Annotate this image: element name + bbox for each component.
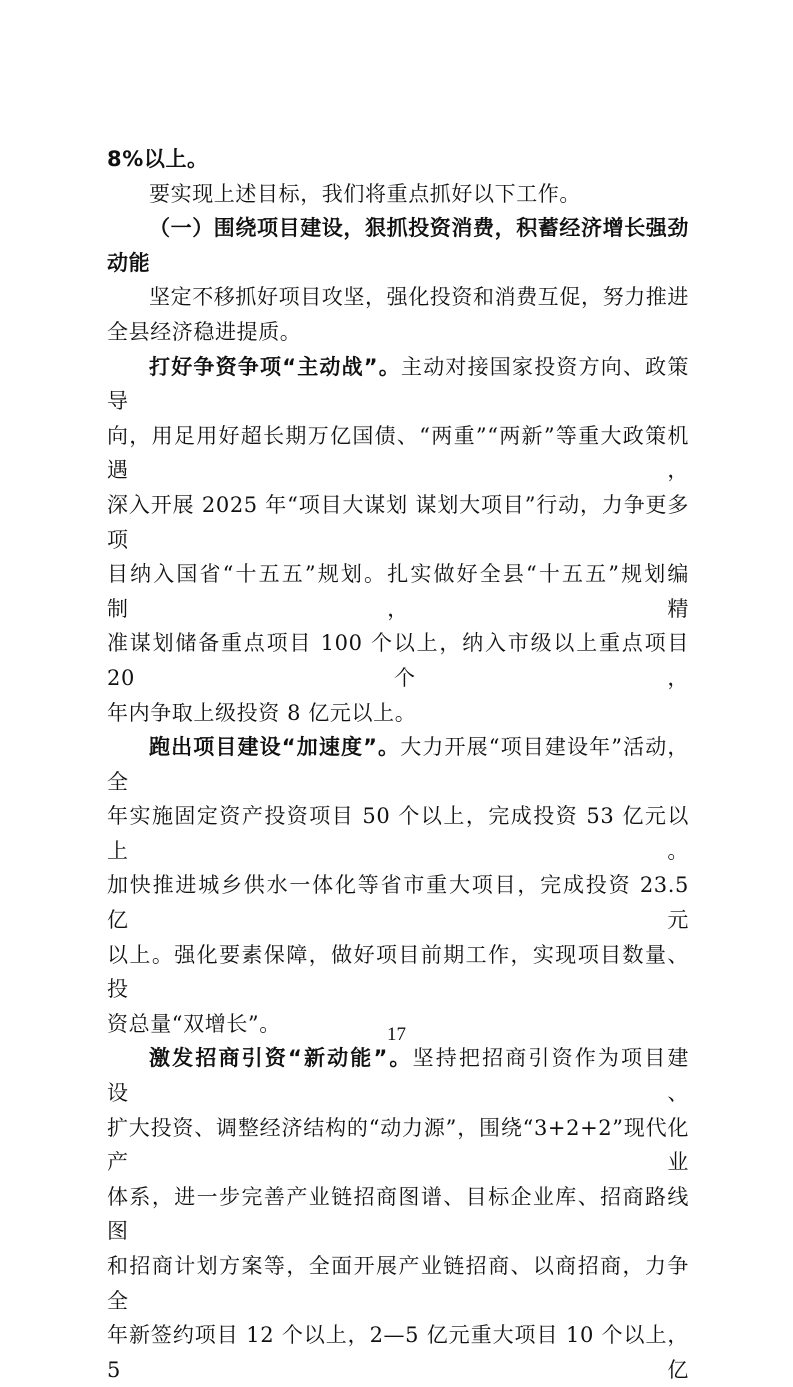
text-line: 体系，进一步完善产业链招商图谱、目标企业库、招商路线图 bbox=[107, 1184, 689, 1244]
text-line: 目纳入国省“十五五”规划。扎实做好全县“十五五”规划编制，精 bbox=[107, 562, 689, 621]
paragraph-title: 跑出项目建设“加速度”。 bbox=[149, 735, 401, 760]
text-line: 深入开展 2025 年“项目大谋划 谋划大项目”行动，力争更多项 bbox=[107, 492, 689, 552]
text-span: 主动对接国家投资方向、政策导 bbox=[107, 354, 689, 414]
text-line bbox=[107, 350, 689, 419]
text-line: 资总量“双增长”。 bbox=[107, 1011, 281, 1036]
section-heading: 动能 bbox=[107, 250, 151, 275]
text-line: 8%以上。 bbox=[107, 147, 209, 171]
text-line: 全县经济稳进提质。 bbox=[107, 319, 302, 344]
text-line: 和招商计划方案等，全面开展产业链招商、以商招商，力争全 bbox=[107, 1254, 689, 1313]
text-line bbox=[107, 730, 689, 799]
text-line: 扩大投资、调整经济结构的“动力源”，围绕“3+2+2”现代化产业 bbox=[107, 1115, 689, 1175]
document-body bbox=[107, 142, 689, 1387]
text-line bbox=[107, 1041, 689, 1110]
text-span: 大力开展“项目建设年”活动，全 bbox=[107, 735, 689, 794]
text-line: 准谋划储备重点项目 100 个以上，纳入市级以上重点项目 20 个， bbox=[107, 631, 689, 690]
text-line: 年实施固定资产投资项目 50 个以上，完成投资 53 亿元以上。 bbox=[107, 804, 689, 863]
section-heading: （一）围绕项目建设，狠抓投资消费，积蓄经济增长强劲 bbox=[149, 216, 689, 241]
text-line: 以上。强化要素保障，做好项目前期工作，实现项目数量、投 bbox=[107, 942, 689, 1002]
text-line: 向，用足用好超长期万亿国债、“两重”“两新”等重大政策机遇， bbox=[107, 423, 689, 483]
text-line: 要实现上述目标，我们将重点抓好以下工作。 bbox=[149, 181, 581, 206]
text-line: 坚定不移抓好项目攻坚，强化投资和消费互促，努力推进 bbox=[149, 285, 689, 310]
text-span: 坚持把招商引资作为项目建设、 bbox=[107, 1046, 689, 1106]
text-line: 年内争取上级投资 8 亿元以上。 bbox=[107, 700, 417, 725]
page-number: 17 bbox=[387, 1024, 406, 1045]
text-line: 加快推进城乡供水一体化等省市重大项目，完成投资 23.5 亿元 bbox=[107, 873, 689, 933]
text-line: 年新签约项目 12 个以上，2—5 亿元重大项目 10 个以上，5 亿 bbox=[107, 1323, 689, 1382]
paragraph-title: 激发招商引资“新动能”。 bbox=[149, 1046, 413, 1071]
paragraph-title: 打好争资争项“主动战”。 bbox=[149, 354, 401, 379]
